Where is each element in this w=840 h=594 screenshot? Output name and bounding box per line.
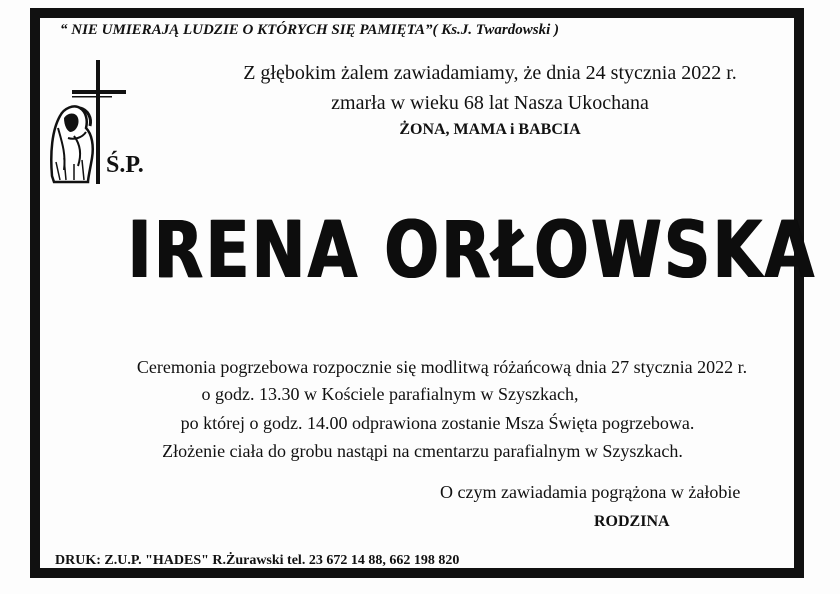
announcement-line-2: zmarła w wieku 68 lat Nasza Ukochana	[331, 92, 649, 114]
announcement-line-1: Z głębokim żalem zawiadamiamy, że dnia 24 stycznia 2022 r.	[243, 62, 737, 84]
ceremony-line-2: o godz. 13.30 w Kościele parafialnym w Szyszkach,	[201, 384, 579, 404]
ceremony-line-3: po której o godz. 14.00 odprawiona zostanie Msza Święta pogrzebowa.	[180, 413, 695, 433]
closing-line: O czym zawiadamia pogrążona w żałobie	[440, 482, 741, 502]
ceremony-line-1: Ceremonia pogrzebowa rozpocznie się modlitwą różańcową dnia 27 stycznia 2022 r.	[136, 357, 748, 377]
sp-prefix: Ś.P.	[106, 152, 144, 178]
ceremony-line-4: Złożenie ciała do grobu nastąpi na cmentarzu parafialnym w Szyszkach.	[162, 441, 683, 461]
family-signature: RODZINA	[594, 513, 670, 530]
printer-footer: DRUK: Z.U.P. "HADES" R.Żurawski tel. 23 672 14 88, 662 198 820	[55, 553, 460, 568]
relationship-line: ŻONA, MAMA i BABCIA	[399, 121, 581, 138]
deceased-name: IRENA ORŁOWSKA	[127, 206, 817, 296]
memorial-quote: “ NIE UMIERAJĄ LUDZIE O KTÓRYCH SIĘ PAMIĘTA”( Ks.J. Twardowski )	[60, 22, 559, 38]
